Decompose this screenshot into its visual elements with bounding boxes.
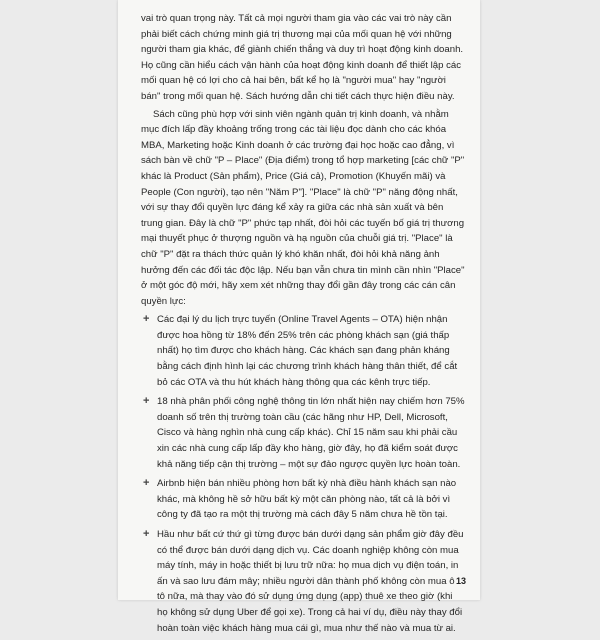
list-item-text: 18 nhà phân phối công nghệ thông tin lớn nhất hiện nay chiếm hơn 75% doanh số trên thị trường toàn cầu (các hãng như HP, Dell, Microsoft, Cisco và hàng nghìn nhà cung cấp khác). Chỉ 15 năm sau khi phải cầu xin các nhà cung cấp lấp đầy kho hàng, giờ đây, họ đã kiểm soát được khả năng tiếp cận thị trường – một sự đảo ngược quyền lực hoàn toàn. xyxy=(157,396,465,470)
plus-bullet-icon: + xyxy=(143,395,150,408)
list-item-text: Các đại lý du lịch trực tuyến (Online Travel Agents – OTA) hiện nhận được hoa hồng từ 18% đến 25% trên các phòng khách sạn (giá thấp nhất) họ tìm được cho khách hàng. Các khách sạn đang phản kháng bằng cách định hình lại các chương trình khách hàng thân thiết, để cắt bỏ các OTA và thu hút khách hàng thông qua các kênh trực tiếp. xyxy=(157,314,458,388)
page-number: 13 xyxy=(455,576,466,586)
list-item xyxy=(141,394,465,472)
list-item xyxy=(141,527,465,636)
list-item-text: Hầu như bất cứ thứ gì từng được bán dưới dạng sản phẩm giờ đây đều có thể được bán dưới dạng dịch vụ. Các doanh nghiệp không còn mua máy tính, máy in hoặc thiết bị lưu trữ nữa: họ mua dịch vụ điện toán, in ấn và sao lưu đám mây; nhiều người dân thành phố không còn mua ô tô nữa, mà thay vào đó sử dụng ứng dụng (app) thuê xe theo giờ (khi họ không sử dụng Uber để gọi xe). Trong cả hai ví dụ, điều này thay đổi hoàn toàn việc khách hàng mua cái gì, mua như thế nào và mua từ ai. xyxy=(157,529,464,634)
paragraph: vai trò quan trọng này. Tất cả mọi người tham gia vào các vai trò này cần phải biết cách chứng minh giá trị thương mại của mối quan hệ với những người tham gia khác, để giành chiến thắng và duy trì hoạt động kinh doanh. Họ cũng cần hiểu cách vận hành của hoạt động kinh doanh để thiết lập các mối quan hệ có lợi cho cả hai bên, bất kể họ là "người mua" hay "người bán" trong mối quan hệ. Sách hướng dẫn chi tiết cách thực hiện điều này. xyxy=(141,13,464,102)
list-item xyxy=(141,476,465,523)
plus-bullet-icon: + xyxy=(143,528,150,540)
paragraph: Sách cũng phù hợp với sinh viên ngành quản trị kinh doanh, và nhằm mục đích lấp đầy khoảng trống trong các tài liệu đọc dành cho các khóa MBA, Marketing hoặc Kinh doanh ở các trường đại học hoặc cao đẳng, vì sách bàn về chữ "P – Place" (Địa điểm) trong tổ hợp marketing [các chữ "P" khác là Product (Sản phẩm), Price (Giá cả), Promotion (Khuyến mãi) và People (Con người), tạo nên "Năm P"]. "Place" là chữ "P" năng động nhất, với sự thay đổi quyền lực đáng kể xảy ra giữa các nhà sản xuất và bên trung gian. Đây là chữ "P" phức tạp nhất, đòi hỏi các tuyến bố giá trị thương mại thuyết phục ở thượng nguồn và hạ nguồn của chuỗi giá trị. "Place" là chữ "P" đặt ra thách thức quản lý khó khăn nhất, đòi hỏi khả năng ảnh hưởng đến các đối tác độc lập. Nếu bạn vẫn chưa tin mình cần nhìn "Place" ở một góc độ mới, hãy xem xét những thay đổi gần đây trong các cán cân quyền lực: xyxy=(141,108,465,307)
book-page xyxy=(118,0,480,634)
list-item xyxy=(141,312,465,390)
page-text xyxy=(141,11,465,640)
bullet-list xyxy=(141,312,465,636)
plus-bullet-icon: + xyxy=(143,477,150,490)
list-item-text: Airbnb hiện bán nhiều phòng hơn bất kỳ nhà điều hành khách sạn nào khác, mà không hề sở hữu bất kỳ một căn phòng nào, tất cả là bởi vì công ty đã tạo ra một thị trường mà cách đây 5 năm chưa hề tồn tại. xyxy=(157,478,457,521)
plus-bullet-icon: + xyxy=(143,313,150,326)
